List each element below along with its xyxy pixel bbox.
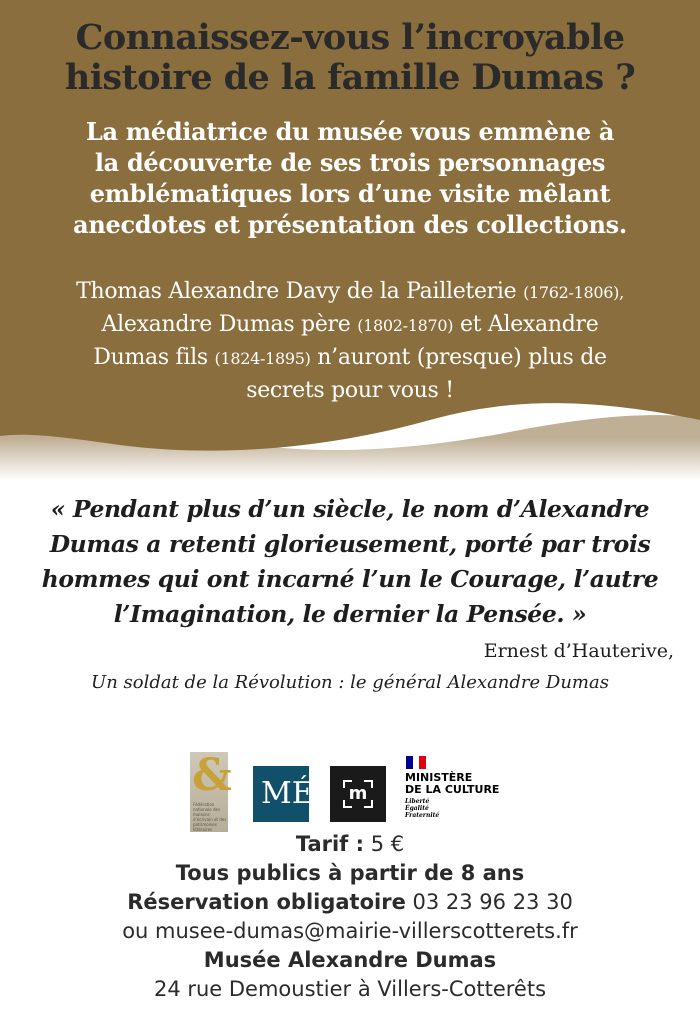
ampersand-logo-icon bbox=[190, 750, 232, 832]
audience-line bbox=[0, 859, 700, 888]
person-name: Thomas Alexandre Davy de la Pailleterie bbox=[76, 279, 517, 304]
me-logo-text: MÉ bbox=[261, 776, 314, 811]
reservation-line bbox=[0, 888, 700, 917]
person-dates: (1802-1870) bbox=[357, 316, 454, 335]
person-dates: (1824-1895) bbox=[214, 349, 311, 368]
museum-name-line bbox=[0, 946, 700, 975]
audience-text: Tous publics à partir de 8 ans bbox=[175, 861, 525, 885]
phone-number[interactable]: 03 23 96 23 30 bbox=[412, 890, 573, 914]
title-line: Connaissez-vous l’incroyable bbox=[75, 17, 625, 58]
marianne-flag-icon bbox=[406, 756, 426, 769]
quote-line: Dumas a retenti glorieusement, porté par trois bbox=[49, 530, 651, 558]
ampersand-logo-text: Fédération nationale des maisons d’écrivain et des patrimoines littéraires bbox=[193, 802, 227, 832]
person-name: Dumas fils bbox=[93, 345, 208, 370]
subtitle-line: emblématiques lors d’une visite mêlant bbox=[89, 179, 611, 208]
quote-line: « Pendant plus d’un siècle, le nom d’Alexandre bbox=[50, 495, 650, 523]
quote-source: Un soldat de la Révolution : le général Alexandre Dumas bbox=[91, 672, 609, 693]
subtitle-line: anecdotes et présentation des collections. bbox=[73, 210, 627, 239]
person-dates: (1762-1806), bbox=[523, 283, 624, 302]
motto-line: Liberté bbox=[405, 798, 430, 805]
subtitle-line: La médiatrice du musée vous emmène à bbox=[85, 117, 615, 146]
partner-logos bbox=[185, 752, 515, 834]
description-text: n’auront (presque) plus de bbox=[317, 345, 607, 370]
quote-author: Ernest d’Hauterive, bbox=[483, 640, 674, 662]
subtitle bbox=[0, 116, 700, 240]
page-title bbox=[0, 18, 700, 98]
address-line: 24 rue Demoustier à Villers-Cotterêts bbox=[153, 977, 547, 1001]
description-line bbox=[0, 342, 700, 375]
description-text: et Alexandre bbox=[459, 312, 599, 337]
ampersand-symbol: & bbox=[192, 750, 232, 801]
museum-name: Musée Alexandre Dumas bbox=[203, 948, 497, 972]
email-line[interactable]: ou musee-dumas@mairie-villerscotterets.fr bbox=[122, 919, 578, 943]
m-logo-letter: m bbox=[348, 783, 368, 804]
description bbox=[0, 276, 700, 407]
m-bracket-logo-icon bbox=[330, 766, 386, 822]
republic-motto bbox=[405, 798, 439, 819]
motto-line: Égalité bbox=[405, 805, 429, 812]
title-line: histoire de la famille Dumas ? bbox=[64, 57, 636, 98]
ministere-culture-logo bbox=[402, 756, 512, 832]
reservation-label: Réservation obligatoire bbox=[127, 890, 406, 914]
tarif-line bbox=[0, 830, 700, 859]
me-logo-icon bbox=[253, 766, 314, 822]
practical-info bbox=[0, 830, 700, 1004]
description-line bbox=[0, 309, 700, 342]
person-name: Alexandre Dumas père bbox=[101, 312, 351, 337]
quote-line: l’Imagination, le dernier la Pensée. » bbox=[113, 600, 587, 628]
tarif-label: Tarif : bbox=[295, 832, 365, 856]
ministere-name bbox=[405, 772, 499, 796]
ministere-line: DE LA CULTURE bbox=[405, 783, 500, 796]
tarif-value: 5 € bbox=[370, 832, 405, 856]
motto-line: Fraternité bbox=[405, 812, 440, 819]
description-line: secrets pour vous ! bbox=[246, 378, 454, 403]
description-line bbox=[0, 276, 700, 309]
quote bbox=[0, 492, 700, 632]
subtitle-line: la découverte de ses trois personnages bbox=[94, 148, 606, 177]
ministere-line: MINISTÈRE bbox=[405, 771, 473, 784]
quote-line: hommes qui ont incarné l’un le Courage, l’autre bbox=[41, 565, 659, 593]
